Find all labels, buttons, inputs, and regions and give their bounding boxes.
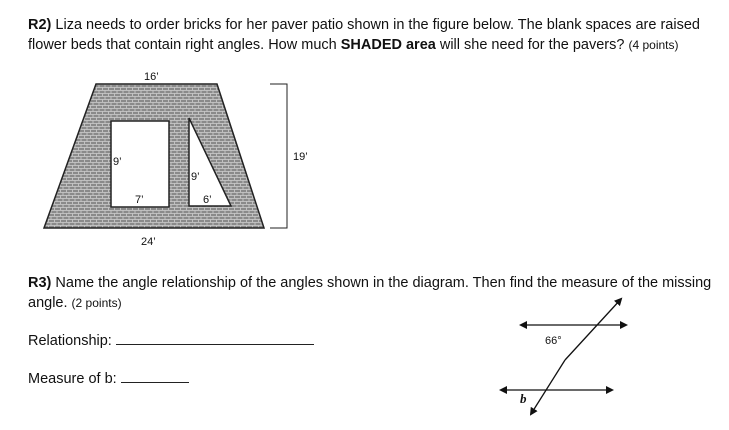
- bottom-label: 24’: [141, 236, 156, 248]
- r3-number: R3): [28, 275, 52, 291]
- r3-points: (2 points): [71, 296, 122, 310]
- angle-b-label: b: [520, 391, 527, 406]
- r2-points: (4 points): [628, 38, 679, 52]
- top-label: 16’: [144, 71, 159, 83]
- r2-text-after: will she need for the pavers?: [435, 37, 629, 53]
- measure-label: Measure of b:: [28, 371, 121, 387]
- r3-text: Name the angle relationship of the angles shown in the diagram. Then find the measure of the missing angle.: [28, 275, 712, 311]
- rect-width-label: 7’: [135, 194, 144, 206]
- relationship-label: Relationship:: [28, 333, 116, 349]
- transversal-line: [565, 299, 621, 360]
- angle-66-label: 66°: [545, 335, 562, 347]
- triangle-base-label: 6’: [203, 194, 212, 206]
- r2-number: R2): [28, 17, 52, 33]
- height-label: 19’: [293, 151, 308, 163]
- triangle-height-label: 9’: [191, 171, 200, 183]
- r2-text-before: Liza needs to order bricks for her paver patio shown in the figure below. The blank spaces are raised flower beds that contain right angles. How much: [28, 17, 700, 53]
- r2-emphasis: SHADED area: [340, 37, 436, 53]
- rect-height-label: 9’: [113, 156, 122, 168]
